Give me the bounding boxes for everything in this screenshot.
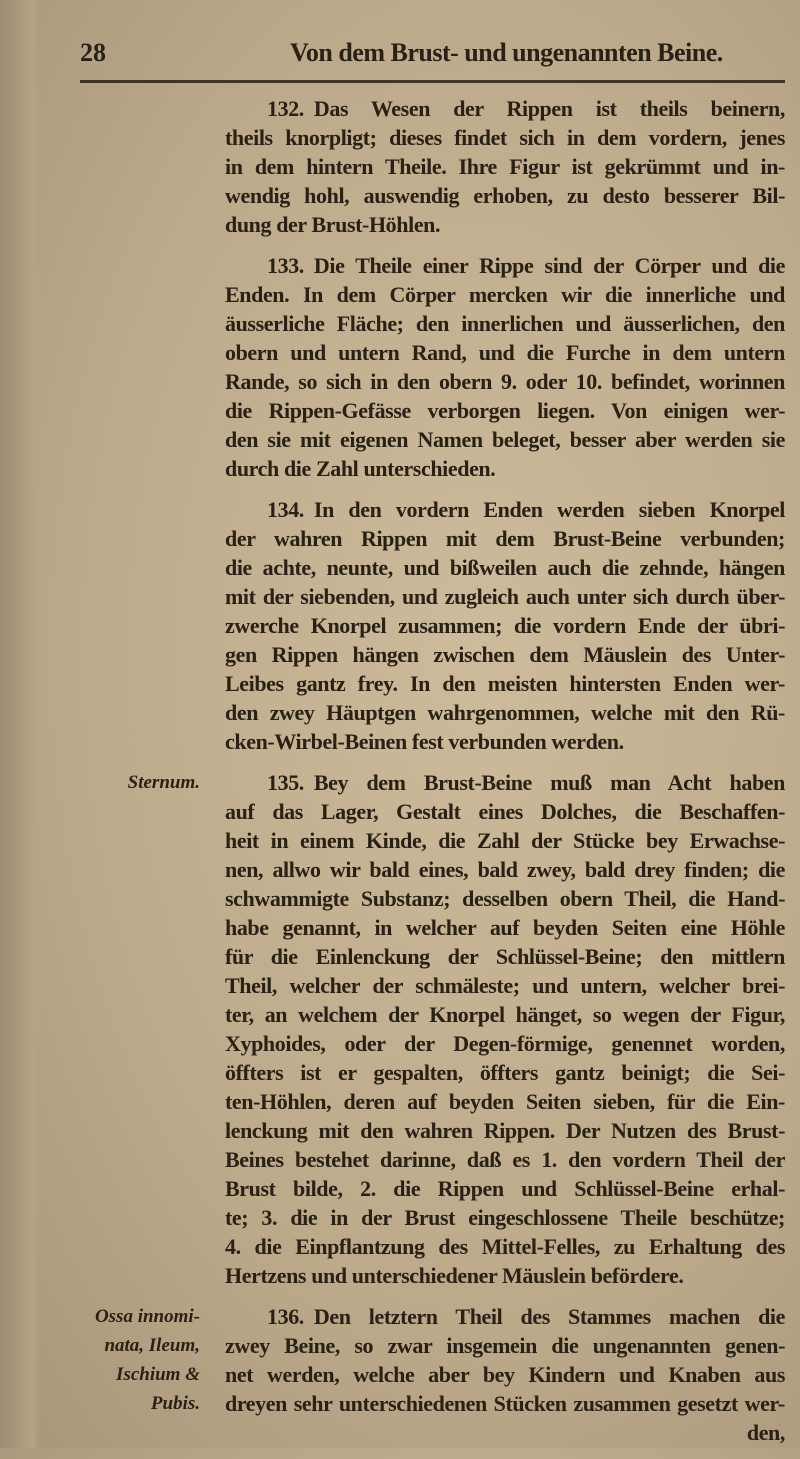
line-text: Das Wesen der Rippen ist theils beinern, [313, 96, 785, 121]
text-line: cken-Wirbel-Beinen fest verbunden werden. [225, 729, 624, 754]
text-body [225, 94, 785, 1459]
paragraph-136 [225, 1302, 785, 1447]
text-line: Hertzens und unterschiedener Mäuslein befördere. [225, 1263, 684, 1288]
text-line: gen Rippen hängen zwischen dem Mäuslein des Unter- [225, 642, 785, 667]
text-line: auf das Lager, Gestalt eines Dolches, die Beschaffen- [225, 799, 785, 824]
text-line: theils knorpligt; dieses findet sich in dem vordern, jenes [225, 125, 785, 150]
text-line: dreyen sehr unterschiedenen Stücken zusammen gesetzt wer- [225, 1391, 785, 1416]
header-rule [80, 80, 785, 83]
text-line: die achte, neunte, und bißweilen auch die zehnde, hängen [225, 555, 785, 580]
text-line: mit der siebenden, und zugleich auch unter sich durch über- [225, 584, 785, 609]
text-line: ter, an welchem der Knorpel hänget, so wegen der Figur, [225, 1002, 785, 1027]
text-line: schwammigte Substanz; desselben obern Theil, die Hand- [225, 886, 785, 911]
text-line: lenckung mit den wahren Rippen. Der Nutzen des Brust- [225, 1118, 785, 1143]
text-line: ten-Höhlen, deren auf beyden Seiten sieben, für die Ein- [225, 1089, 785, 1114]
margin-note: Sternum. [127, 772, 200, 793]
text-line: der wahren Rippen mit dem Brust-Beine verbunden; [225, 526, 785, 551]
text-line: habe genannt, in welcher auf beyden Seiten eine Höhle [225, 915, 785, 940]
text-line [225, 768, 785, 797]
text-line [225, 251, 785, 280]
text-line: Theil, welcher der schmäleste; und untern, welcher brei- [225, 973, 785, 998]
paragraph-133 [225, 251, 785, 483]
text-line: die Rippen-Gefässe verborgen liegen. Von einigen wer- [225, 398, 785, 423]
paragraph-number: 136. [267, 1304, 304, 1329]
paragraph-135 [225, 768, 785, 1290]
text-line: Enden. In dem Cörper mercken wir die innerliche und [225, 282, 785, 307]
margin-note-line: nata, Ileum, [104, 1335, 200, 1356]
text-line: durch die Zahl unterschieden. [225, 456, 496, 481]
paragraph-number: 132. [267, 96, 304, 121]
text-line: nen, allwo wir bald eines, bald zwey, bald drey finden; die [225, 857, 785, 882]
text-line: zwey Beine, so zwar insgemein die ungenannten genen- [225, 1333, 785, 1358]
text-line: zwerche Knorpel zusammen; die vordern Ende der übri- [225, 613, 785, 638]
line-text: Bey dem Brust-Beine muß man Acht haben [313, 770, 785, 795]
text-line: für die Einlenckung der Schlüssel-Beine; den mittlern [225, 944, 785, 969]
text-line [225, 1302, 785, 1331]
paragraph-number: 135. [267, 770, 304, 795]
margin-note [50, 1302, 200, 1418]
paragraph-134 [225, 495, 785, 756]
paragraph-132 [225, 94, 785, 239]
text-line: den, [746, 1420, 785, 1445]
page-edge [0, 0, 40, 1448]
paragraph-number: 133. [267, 253, 304, 278]
line-text: Die Theile einer Rippe sind der Cörper und die [313, 253, 785, 278]
text-line: Leibes gantz frey. In den meisten hintersten Enden wer- [225, 671, 785, 696]
text-line: Brust bilde, 2. die Rippen und Schlüssel-Beine erhal- [225, 1176, 785, 1201]
paragraph-number: 134. [267, 497, 304, 522]
page-number: 28 [80, 38, 106, 67]
margin-note-line: Ossa innomi- [94, 1306, 200, 1327]
text-line: den zwey Häuptgen wahrgenommen, welche mit den Rü- [225, 700, 785, 725]
margin-note-line: Pubis. [150, 1393, 200, 1414]
text-line: Beines bestehet darinne, daß es 1. den vordern Theil der [225, 1147, 785, 1172]
text-line [225, 495, 785, 524]
text-line: Rande, so sich in den obern 9. oder 10. befindet, worinnen [225, 369, 785, 394]
text-line: heit in einem Kinde, die Zahl der Stücke bey Erwachse- [225, 828, 785, 853]
text-line: te; 3. die in der Brust eingeschlossene Theile beschütze; [225, 1205, 785, 1230]
text-line: 4. die Einpflantzung des Mittel-Felles, zu Erhaltung des [225, 1234, 785, 1259]
text-line: dung der Brust-Höhlen. [225, 212, 441, 237]
margin-note-line: Ischium & [116, 1364, 200, 1385]
text-line: in dem hintern Theile. Ihre Figur ist gekrümmt und in- [225, 154, 785, 179]
text-line: äusserliche Fläche; den innerlichen und äusserlichen, den [225, 311, 785, 336]
text-line: wendig hohl, auswendig erhoben, zu desto besserer Bil- [225, 183, 785, 208]
running-title: Von dem Brust- und ungenannten Beine. [290, 38, 723, 67]
line-text: In den vordern Enden werden sieben Knorpel [313, 497, 785, 522]
text-line [225, 94, 785, 123]
page-header [80, 38, 785, 74]
text-line: obern und untern Rand, und die Furche in dem untern [225, 340, 785, 365]
text-line: Xyphoides, oder der Degen-förmige, genennet worden, [225, 1031, 785, 1056]
text-line: den sie mit eigenen Namen beleget, besser aber werden sie [225, 427, 785, 452]
line-text: Den letztern Theil des Stammes machen die [313, 1304, 785, 1329]
text-line: öffters ist er gespalten, öffters gantz beinigt; die Sei- [225, 1060, 785, 1085]
text-line: net werden, welche aber bey Kindern und Knaben aus [225, 1362, 785, 1387]
